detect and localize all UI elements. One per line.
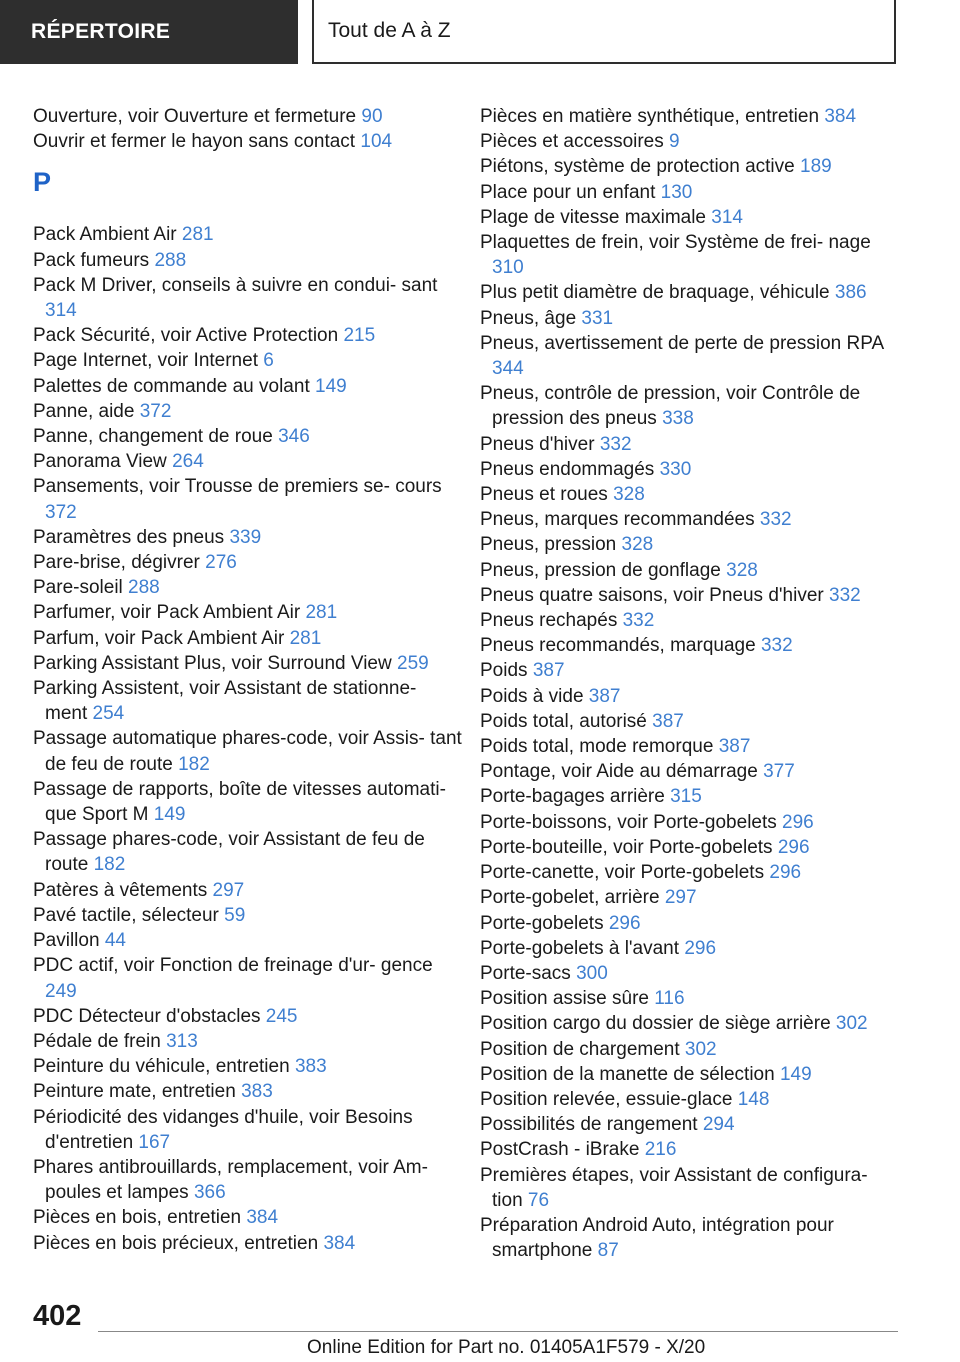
index-entry: [33, 1155, 463, 1205]
index-entry: [480, 180, 900, 205]
index-entry: [33, 600, 463, 625]
entry-page-link[interactable]: 148: [737, 1088, 770, 1110]
entry-page-link[interactable]: 296: [782, 811, 814, 833]
index-entry: [33, 248, 463, 273]
section-tab: RÉPERTOIRE: [0, 0, 298, 64]
page-header: [0, 0, 960, 66]
entry-page-link[interactable]: 372: [139, 400, 172, 422]
entry-text: Parfumer, voir Pack Ambient Air: [33, 602, 301, 624]
entry-page-link[interactable]: 313: [166, 1030, 198, 1052]
entry-text: Pièces en matière synthétique, entretien: [480, 106, 820, 127]
entry-page-link[interactable]: 383: [294, 1056, 327, 1078]
entry-text: Porte-boissons, voir Porte-gobelets: [480, 811, 777, 833]
entry-page-link[interactable]: 332: [759, 509, 792, 531]
entry-text: Porte-gobelets à l'avant: [480, 937, 680, 959]
index-entry: [480, 205, 900, 230]
entry-text: Pneus, âge: [480, 307, 577, 329]
entry-text: Poids à vide: [480, 685, 584, 707]
entry-text: Périodicité des vidanges d'huile, voir Besoins d'entretien: [33, 1106, 413, 1153]
entry-page-link[interactable]: 297: [664, 887, 697, 909]
index-entry: [480, 860, 900, 885]
entry-text: Parfum, voir Pack Ambient Air: [33, 627, 285, 649]
entry-page-link[interactable]: 104: [360, 131, 393, 153]
index-entry: [33, 323, 463, 348]
index-entry: [33, 1079, 463, 1104]
entry-page-link[interactable]: 245: [265, 1005, 298, 1027]
entry-text: Porte-bagages arrière: [480, 786, 665, 808]
index-entry: [480, 885, 900, 910]
entry-text: Porte-gobelet, arrière: [480, 887, 660, 909]
entry-text: Peinture du véhicule, entretien: [33, 1056, 290, 1078]
index-entry: [33, 1054, 463, 1079]
index-entry: [33, 1231, 463, 1256]
index-entry: [480, 986, 900, 1011]
entry-page-link[interactable]: 339: [229, 526, 262, 548]
entry-page-link[interactable]: 387: [652, 710, 684, 732]
entry-page-link[interactable]: 90: [361, 106, 383, 127]
entry-text: Position de chargement: [480, 1038, 680, 1060]
entry-text: Pare-soleil: [33, 577, 123, 599]
index-entry: [480, 784, 900, 809]
index-entry: [480, 583, 900, 608]
index-entry: [480, 457, 900, 482]
entry-page-link[interactable]: 281: [305, 602, 338, 624]
index-entry: [33, 953, 463, 1003]
index-column-right: [480, 104, 900, 1263]
entry-text: PDC Détecteur d'obstacles: [33, 1005, 261, 1027]
entry-text: Passage phares-code, voir Assistant de feu de route: [33, 829, 425, 876]
entry-page-link[interactable]: 344: [492, 358, 524, 380]
index-entry: [480, 280, 900, 305]
entry-text: Pièces en bois précieux, entretien: [33, 1232, 319, 1254]
entry-page-link[interactable]: 288: [128, 577, 160, 599]
index-entry: [33, 104, 463, 129]
entry-text: Pack fumeurs: [33, 249, 150, 271]
index-entry: [480, 507, 900, 532]
entry-page-link[interactable]: 254: [92, 703, 125, 725]
index-entry: [480, 810, 900, 835]
entry-text: Peinture mate, entretien: [33, 1081, 236, 1103]
entry-page-link[interactable]: 372: [45, 501, 77, 523]
index-entry: [33, 878, 463, 903]
entry-text: Paramètres des pneus: [33, 526, 225, 548]
entry-page-link[interactable]: 297: [212, 879, 245, 901]
index-entry: [33, 928, 463, 953]
entry-text: Pneus rechapés: [480, 610, 618, 632]
entry-text: Plus petit diamètre de braquage, véhicule: [480, 282, 830, 304]
entry-page-link[interactable]: 300: [576, 962, 608, 984]
entry-page-link[interactable]: 384: [246, 1207, 279, 1229]
index-entry: [480, 759, 900, 784]
entry-page-link[interactable]: 149: [315, 375, 347, 397]
entry-page-link[interactable]: 377: [763, 761, 795, 783]
index-entry: [33, 399, 463, 424]
entry-text: Page Internet, voir Internet: [33, 350, 258, 372]
entry-text: Pneus, pression: [480, 534, 617, 556]
entry-page-link[interactable]: 332: [829, 584, 861, 606]
entry-text: Pièces et accessoires: [480, 131, 664, 153]
index-entry: [480, 911, 900, 936]
entry-page-link[interactable]: 332: [599, 433, 632, 455]
entry-text: Pavé tactile, sélecteur: [33, 904, 219, 926]
entry-text: Ouvrir et fermer le hayon sans contact: [33, 131, 356, 153]
letter-heading: P: [33, 167, 52, 198]
index-entry: [33, 575, 463, 600]
entry-text: Palettes de commande au volant: [33, 375, 310, 397]
index-column-left: [33, 104, 463, 1256]
index-entry: [480, 1213, 900, 1263]
entry-text: Position relevée, essuie-glace: [480, 1088, 733, 1110]
index-entry: [33, 550, 463, 575]
entry-page-link[interactable]: 288: [154, 249, 187, 271]
entry-text: Panne, changement de roue: [33, 426, 273, 448]
entry-text: Plaquettes de frein, voir Système de frei‐ nage: [480, 232, 871, 254]
entry-text: Préparation Android Auto, intégration pour smartphone: [480, 1214, 834, 1262]
index-entry: [33, 626, 463, 651]
entry-page-link[interactable]: 259: [397, 652, 429, 674]
entry-text: Pack Ambient Air: [33, 224, 177, 246]
entry-text: Pneus, avertissement de perte de pression RPA: [480, 332, 884, 354]
entry-text: Pontage, voir Aide au démarrage: [480, 761, 758, 783]
index-entry: [480, 633, 900, 658]
entry-page-link[interactable]: 384: [323, 1232, 356, 1254]
entry-page-link[interactable]: 383: [241, 1081, 273, 1103]
entry-page-link[interactable]: 331: [581, 307, 614, 329]
index-entry: [480, 1037, 900, 1062]
entry-page-link[interactable]: 249: [45, 980, 77, 1002]
entry-page-link[interactable]: 328: [613, 484, 645, 506]
index-entry: [480, 734, 900, 759]
entry-text: Pneus d'hiver: [480, 433, 595, 455]
footer-divider: [98, 1331, 898, 1332]
entry-text: Position de la manette de sélection: [480, 1063, 775, 1085]
entry-page-link[interactable]: 59: [224, 904, 246, 926]
entry-text: Phares antibrouillards, remplacement, voir Am‐ poules et lampes: [33, 1156, 428, 1204]
entry-text: Pack Sécurité, voir Active Protection: [33, 325, 339, 347]
index-entry: [480, 230, 900, 280]
index-entry: [480, 936, 900, 961]
index-entry: [480, 482, 900, 507]
index-entry: [33, 449, 463, 474]
entry-page-link[interactable]: 281: [181, 224, 214, 246]
entry-text: Passage de rapports, boîte de vitesses automati‐ que Sport M: [33, 778, 446, 826]
index-entry: [480, 1087, 900, 1112]
entry-list-right: [480, 104, 900, 1263]
entry-text: PostCrash - iBrake: [480, 1139, 640, 1161]
entry-page-link[interactable]: 328: [726, 559, 758, 581]
entry-text: Ouverture, voir Ouverture et fermeture: [33, 106, 357, 127]
entry-text: Pneus et roues: [480, 484, 608, 506]
entry-text: Porte-sacs: [480, 962, 571, 984]
entry-text: Porte-bouteille, voir Porte-gobelets: [480, 836, 773, 858]
entry-page-link[interactable]: 296: [777, 836, 810, 858]
index-entry: [480, 709, 900, 734]
entry-text: Pneus recommandés, marquage: [480, 635, 756, 657]
index-entry: [480, 1062, 900, 1087]
entry-page-link[interactable]: 310: [492, 257, 524, 279]
entry-text: Pneus, pression de gonflage: [480, 559, 721, 581]
entry-page-link[interactable]: 296: [769, 862, 802, 884]
entry-page-link[interactable]: 387: [588, 685, 621, 707]
index-entry: [33, 1205, 463, 1230]
entry-page-link[interactable]: 116: [654, 988, 685, 1010]
entry-page-link[interactable]: 314: [45, 300, 77, 322]
entry-page-link[interactable]: 315: [670, 786, 702, 808]
entry-page-link[interactable]: 6: [263, 350, 274, 372]
index-entry: [480, 306, 900, 331]
entry-text: Parking Assistent, voir Assistant de stationne‐ ment: [33, 678, 417, 725]
entry-text: Poids total, autorisé: [480, 710, 647, 732]
entry-page-link[interactable]: 167: [138, 1131, 171, 1153]
entry-page-link[interactable]: 87: [597, 1240, 619, 1262]
entry-page-link[interactable]: 302: [684, 1038, 717, 1060]
entry-text: Poids: [480, 660, 528, 682]
entry-page-link[interactable]: 182: [178, 753, 210, 775]
entry-page-link[interactable]: 182: [93, 854, 126, 876]
entry-page-link[interactable]: 346: [278, 426, 310, 448]
entry-page-link[interactable]: 189: [800, 156, 832, 178]
entry-page-link[interactable]: 338: [662, 408, 694, 430]
entry-text: Pansements, voir Trousse de premiers se‐ cours: [33, 476, 442, 498]
entry-text: Poids total, mode remorque: [480, 736, 714, 758]
index-entry: [480, 331, 900, 381]
index-entry: [33, 129, 463, 154]
entry-text: Pneus, contrôle de pression, voir Contrôle de pression des pneus: [480, 383, 861, 430]
entry-page-link[interactable]: 328: [621, 534, 654, 556]
entry-page-link[interactable]: 281: [289, 627, 322, 649]
entry-page-link[interactable]: 276: [205, 552, 237, 574]
index-entry: [480, 558, 900, 583]
entry-text: Patères à vêtements: [33, 879, 208, 901]
entry-text: Parking Assistant Plus, voir Surround View: [33, 652, 392, 674]
index-entry: [480, 104, 900, 129]
entry-page-link[interactable]: 76: [527, 1189, 550, 1211]
entry-text: Piétons, système de protection active: [480, 156, 795, 178]
index-entry: [480, 608, 900, 633]
entry-page-link[interactable]: 386: [834, 282, 867, 304]
index-entry: [480, 835, 900, 860]
index-entry: [33, 903, 463, 928]
index-entry: [480, 658, 900, 683]
index-entry: [480, 1163, 900, 1213]
entry-text: Panne, aide: [33, 400, 135, 422]
entry-page-link[interactable]: 296: [608, 912, 641, 934]
index-entry: [480, 684, 900, 709]
footer-edition: Online Edition for Part no. 01405A1F579 - X/20: [307, 1337, 706, 1358]
index-entry: [33, 273, 463, 323]
entry-text: Pneus quatre saisons, voir Pneus d'hiver: [480, 584, 824, 606]
index-entry: [33, 726, 463, 776]
index-entry: [33, 1029, 463, 1054]
entry-text: Plage de vitesse maximale: [480, 206, 706, 228]
index-entry: [480, 381, 900, 431]
index-entry: [33, 424, 463, 449]
page-number: 402: [33, 1300, 82, 1332]
entry-text: Position cargo du dossier de siège arrière: [480, 1013, 831, 1035]
index-entry: [480, 1137, 900, 1162]
index-entry: [480, 961, 900, 986]
entry-page-link[interactable]: 302: [835, 1013, 868, 1035]
entry-text: Pièces en bois, entretien: [33, 1207, 242, 1229]
entry-page-link[interactable]: 130: [660, 181, 693, 203]
entry-page-link[interactable]: 216: [644, 1139, 677, 1161]
entry-page-link[interactable]: 384: [824, 106, 857, 127]
entry-text: Pédale de frein: [33, 1030, 161, 1052]
index-entry: [480, 129, 900, 154]
index-entry: [33, 777, 463, 827]
index-entry: [33, 1105, 463, 1155]
entry-list-after: [33, 222, 463, 1255]
entry-text: Passage automatique phares-code, voir Assis‐ tant de feu de route: [33, 728, 462, 775]
entry-page-link[interactable]: 332: [622, 610, 655, 632]
entry-page-link[interactable]: 387: [718, 736, 751, 758]
entry-page-link[interactable]: 44: [104, 930, 126, 952]
entry-page-link[interactable]: 149: [779, 1063, 812, 1085]
entry-text: Pneus, marques recommandées: [480, 509, 755, 531]
index-entry: [480, 154, 900, 179]
entry-text: Possibilités de rangement: [480, 1114, 698, 1136]
index-entry: [33, 525, 463, 550]
entry-page-link[interactable]: 387: [532, 660, 565, 682]
entry-page-link[interactable]: 332: [760, 635, 793, 657]
index-entry: [33, 827, 463, 877]
entry-page-link[interactable]: 9: [669, 131, 680, 153]
index-entry: [480, 1011, 900, 1036]
index-entry: [33, 474, 463, 524]
entry-list-before: [33, 104, 463, 154]
entry-page-link[interactable]: 366: [193, 1182, 226, 1204]
index-entry: [480, 532, 900, 557]
entry-text: Place pour un enfant: [480, 181, 656, 203]
entry-text: Position assise sûre: [480, 988, 649, 1010]
entry-text: Panorama View: [33, 451, 167, 473]
entry-page-link[interactable]: 296: [684, 937, 717, 959]
entry-page-link[interactable]: 330: [659, 458, 692, 480]
entry-text: Pavillon: [33, 930, 100, 952]
entry-page-link[interactable]: 314: [711, 206, 743, 228]
index-entry: [33, 222, 463, 247]
entry-page-link[interactable]: 149: [153, 804, 186, 826]
index-entry: [33, 651, 463, 676]
entry-text: Pack M Driver, conseils à suivre en condui‐ sant: [33, 274, 438, 296]
index-entry: [33, 374, 463, 399]
entry-text: Porte-gobelets: [480, 912, 604, 934]
entry-page-link[interactable]: 294: [702, 1114, 735, 1136]
entry-text: Porte-canette, voir Porte-gobelets: [480, 862, 765, 884]
entry-text: Pneus endommagés: [480, 458, 655, 480]
index-entry: [33, 348, 463, 373]
index-entry: [33, 676, 463, 726]
entry-page-link[interactable]: 264: [172, 451, 204, 473]
entry-text: PDC actif, voir Fonction de freinage d'ur‐ gence: [33, 955, 433, 977]
index-entry: [33, 1004, 463, 1029]
chapter-title: Tout de A à Z: [312, 0, 896, 64]
entry-text: Premières étapes, voir Assistant de configura‐ tion: [480, 1164, 868, 1211]
entry-text: Pare-brise, dégivrer: [33, 552, 200, 574]
entry-page-link[interactable]: 215: [343, 325, 376, 347]
index-entry: [480, 432, 900, 457]
index-entry: [480, 1112, 900, 1137]
